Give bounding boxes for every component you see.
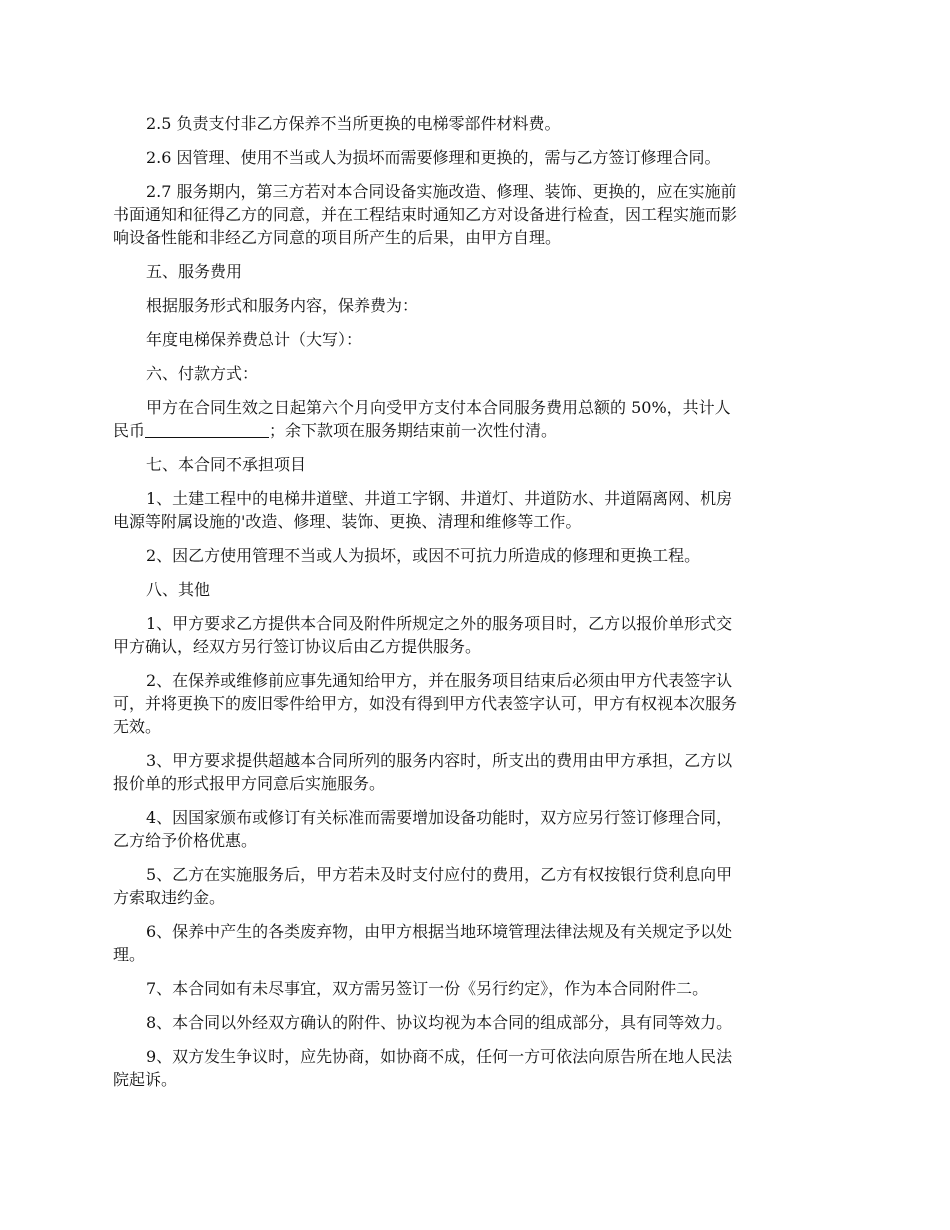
clause-2-5 [113, 112, 837, 135]
text-line: 2.6 因管理、使用不当或人为损坏而需要修理和更换的，需与乙方签订修理合同。 [146, 148, 721, 167]
text-line: 乙方给予价格优惠。 [113, 831, 258, 850]
text-line: 报价单的形式报甲方同意后实施服务。 [113, 774, 386, 793]
text-line: 2、因乙方使用管理不当或人为损坏，或因不可抗力所造成的修理和更换工程。 [146, 546, 701, 565]
fee-basis [113, 294, 837, 317]
clause-2-7 [113, 180, 837, 249]
section-heading-6 [113, 362, 837, 385]
fee-total [113, 328, 837, 351]
other-4 [113, 806, 837, 852]
text-line: 3、甲方要求提供超越本合同所列的服务内容时，所支出的费用由甲方承担，乙方以 [146, 751, 733, 770]
text-line: 理。 [113, 945, 146, 964]
section-heading-8 [113, 578, 837, 601]
text-line: 8、本合同以外经双方确认的附件、协议均视为本合同的组成部分，具有同等效力。 [146, 1013, 733, 1032]
text-line: 年度电梯保养费总计（大写）： [146, 330, 363, 349]
other-5 [113, 863, 837, 909]
text-line: 院起诉。 [113, 1070, 178, 1089]
text-line: 可，并将更换下的废旧零件给甲方，如没有得到甲方代表签字认可，甲方有权视本次服务 [113, 694, 738, 713]
section-title: 七、本合同不承担项目 [146, 455, 307, 474]
text-line: 响设备性能和非经乙方同意的项目所产生的后果，由甲方自理。 [113, 228, 562, 247]
blank-prefix: 民币 [113, 421, 146, 440]
text-line: 1、甲方要求乙方提供本合同及附件所规定之外的服务项目时，乙方以报价单形式交 [146, 614, 733, 633]
clause-2-6 [113, 146, 837, 169]
text-line: 6、保养中产生的各类废弃物，由甲方根据当地环境管理法律法规及有关规定予以处 [146, 922, 733, 941]
text-line: 电源等附属设施的'改造、修理、装饰、更换、清理和维修等工作。 [113, 512, 582, 531]
section-heading-5 [113, 260, 837, 283]
text-line: 2、在保养或维修前应事先通知给甲方，并在服务项目结束后必须由甲方代表签字认 [146, 671, 733, 690]
other-7 [113, 977, 837, 1000]
section-heading-7 [113, 453, 837, 476]
text-line: 根据服务形式和服务内容，保养费为： [146, 296, 419, 315]
text-line: 1、土建工程中的电梯井道壁、井道工字钢、井道灯、井道防水、井道隔离网、机房 [146, 489, 733, 508]
text-line: 书面通知和征得乙方的同意，并在工程结束时通知乙方对设备进行检查，因工程实施而影 [113, 205, 738, 224]
text-line: 甲方确认，经双方另行签订协议后由乙方提供服务。 [113, 637, 482, 656]
payment-clause [113, 396, 837, 442]
text-line: 2.7 服务期内，第三方若对本合同设备实施改造、修理、装饰、更换的，应在实施前 [146, 182, 737, 201]
section-title: 八、其他 [146, 580, 211, 599]
text-line: 4、因国家颁布或修订有关标准而需要增加设备功能时，双方应另行签订修理合同， [146, 808, 733, 827]
amount-blank [145, 421, 269, 438]
other-6 [113, 920, 837, 966]
document-page [113, 112, 837, 1102]
exclusion-1 [113, 487, 837, 533]
text-line: 9、双方发生争议时，应先协商，如协商不成，任何一方可依法向原告所在地人民法 [146, 1047, 733, 1066]
text-line: 7、本合同如有未尽事宜，双方需另签订一份《另行约定》，作为本合同附件二。 [146, 979, 709, 998]
other-9 [113, 1045, 837, 1091]
text-line: 无效。 [113, 717, 162, 736]
other-2 [113, 669, 837, 738]
other-1 [113, 612, 837, 658]
exclusion-2 [113, 544, 837, 567]
other-8 [113, 1011, 837, 1034]
text-line [80, 419, 837, 442]
text-line: 2.5 负责支付非乙方保养不当所更换的电梯零部件材料费。 [146, 114, 561, 133]
text-line: 5、乙方在实施服务后，甲方若未及时支付应付的费用，乙方有权按银行贷利息向甲 [146, 865, 733, 884]
text-line: 方索取违约金。 [113, 888, 226, 907]
text-line: 甲方在合同生效之日起第六个月向受甲方支付本合同服务费用总额的 50%，共计人 [146, 398, 731, 417]
blank-suffix: ；余下款项在服务期结束前一次性付清。 [269, 421, 558, 440]
section-title: 六、付款方式： [146, 364, 259, 383]
section-title: 五、服务费用 [146, 262, 243, 281]
other-3 [113, 749, 837, 795]
